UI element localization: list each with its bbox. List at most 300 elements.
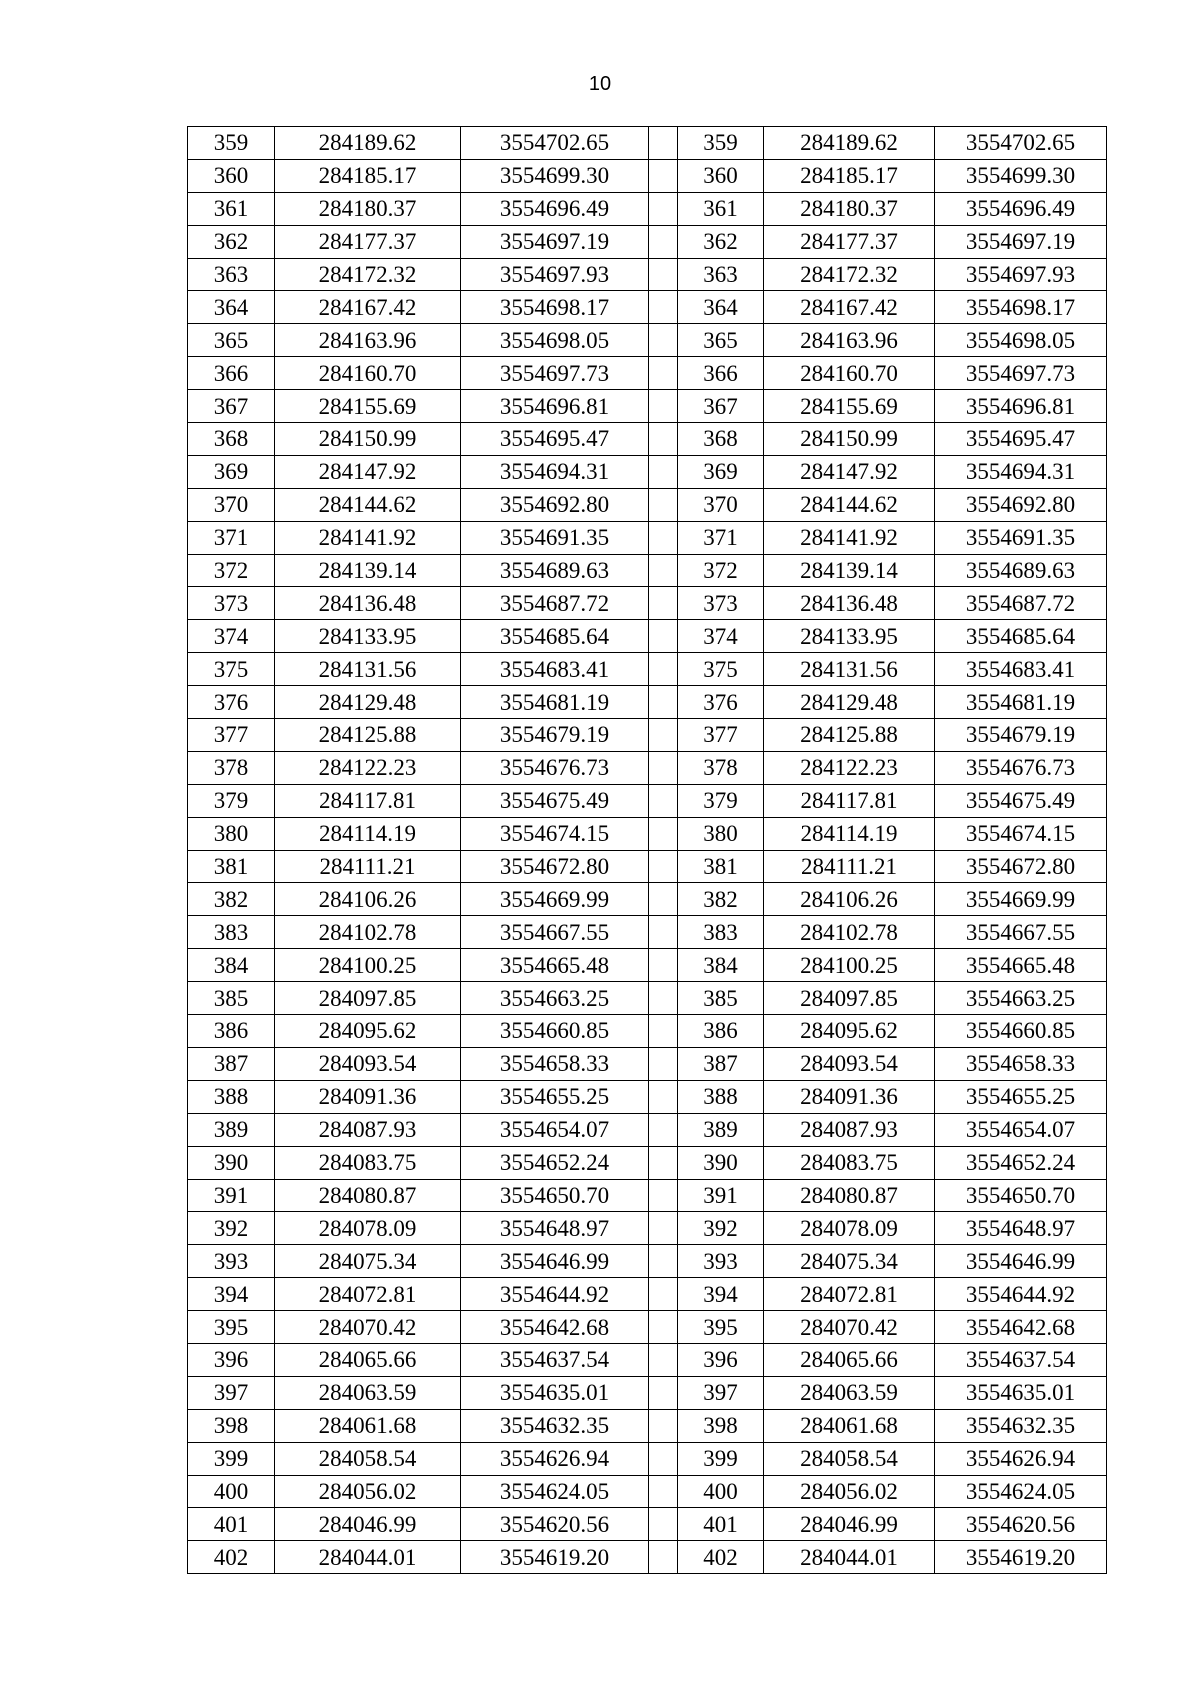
spacer-cell [649,850,678,883]
x-coordinate-cell: 284056.02 [275,1475,461,1508]
table-row [188,1047,1107,1080]
y-coordinate-right-cell: 3554626.94 [935,1442,1107,1475]
y-coordinate-right-cell: 3554698.17 [935,291,1107,324]
y-coordinate-right-cell: 3554665.48 [935,949,1107,982]
point-number-right-cell: 384 [678,949,764,982]
x-coordinate-right-cell: 284063.59 [764,1376,935,1409]
y-coordinate-cell: 3554695.47 [461,423,649,456]
y-coordinate-cell: 3554683.41 [461,653,649,686]
spacer-cell [649,587,678,620]
point-number-cell: 387 [188,1047,275,1080]
y-coordinate-right-cell: 3554619.20 [935,1541,1107,1574]
spacer-cell [649,784,678,817]
x-coordinate-right-cell: 284061.68 [764,1409,935,1442]
spacer-cell [649,1278,678,1311]
point-number-right-cell: 395 [678,1311,764,1344]
spacer-cell [649,258,678,291]
x-coordinate-cell: 284117.81 [275,784,461,817]
table-row [188,587,1107,620]
table-row [188,1409,1107,1442]
x-coordinate-cell: 284080.87 [275,1179,461,1212]
point-number-cell: 379 [188,784,275,817]
table-row [188,817,1107,850]
point-number-cell: 400 [188,1475,275,1508]
x-coordinate-right-cell: 284044.01 [764,1541,935,1574]
spacer-cell [649,883,678,916]
spacer-cell [649,159,678,192]
point-number-cell: 375 [188,653,275,686]
point-number-cell: 392 [188,1212,275,1245]
point-number-right-cell: 360 [678,159,764,192]
x-coordinate-cell: 284061.68 [275,1409,461,1442]
spacer-cell [649,719,678,752]
y-coordinate-cell: 3554698.05 [461,324,649,357]
table-row [188,949,1107,982]
y-coordinate-right-cell: 3554697.73 [935,357,1107,390]
x-coordinate-cell: 284106.26 [275,883,461,916]
spacer-cell [649,225,678,258]
table-row [188,192,1107,225]
point-number-cell: 399 [188,1442,275,1475]
x-coordinate-right-cell: 284133.95 [764,620,935,653]
table-row [188,1508,1107,1541]
x-coordinate-cell: 284065.66 [275,1343,461,1376]
point-number-cell: 390 [188,1146,275,1179]
y-coordinate-cell: 3554632.35 [461,1409,649,1442]
x-coordinate-cell: 284136.48 [275,587,461,620]
x-coordinate-right-cell: 284155.69 [764,390,935,423]
x-coordinate-cell: 284063.59 [275,1376,461,1409]
x-coordinate-right-cell: 284160.70 [764,357,935,390]
y-coordinate-cell: 3554624.05 [461,1475,649,1508]
y-coordinate-right-cell: 3554644.92 [935,1278,1107,1311]
y-coordinate-right-cell: 3554696.81 [935,390,1107,423]
page-number: 10 [588,73,612,95]
y-coordinate-right-cell: 3554674.15 [935,817,1107,850]
y-coordinate-cell: 3554619.20 [461,1541,649,1574]
x-coordinate-right-cell: 284111.21 [764,850,935,883]
y-coordinate-cell: 3554685.64 [461,620,649,653]
spacer-cell [649,1245,678,1278]
spacer-cell [649,653,678,686]
table-row [188,1376,1107,1409]
point-number-right-cell: 381 [678,850,764,883]
x-coordinate-cell: 284093.54 [275,1047,461,1080]
y-coordinate-cell: 3554687.72 [461,587,649,620]
x-coordinate-cell: 284072.81 [275,1278,461,1311]
y-coordinate-right-cell: 3554697.19 [935,225,1107,258]
y-coordinate-cell: 3554699.30 [461,159,649,192]
y-coordinate-right-cell: 3554683.41 [935,653,1107,686]
spacer-cell [649,357,678,390]
point-number-cell: 374 [188,620,275,653]
y-coordinate-right-cell: 3554663.25 [935,982,1107,1015]
point-number-cell: 396 [188,1343,275,1376]
table-row [188,258,1107,291]
x-coordinate-right-cell: 284058.54 [764,1442,935,1475]
point-number-cell: 368 [188,423,275,456]
point-number-right-cell: 361 [678,192,764,225]
point-number-right-cell: 402 [678,1541,764,1574]
spacer-cell [649,916,678,949]
y-coordinate-right-cell: 3554687.72 [935,587,1107,620]
y-coordinate-cell: 3554689.63 [461,554,649,587]
point-number-cell: 389 [188,1113,275,1146]
x-coordinate-cell: 284131.56 [275,653,461,686]
y-coordinate-right-cell: 3554652.24 [935,1146,1107,1179]
point-number-cell: 377 [188,719,275,752]
x-coordinate-cell: 284139.14 [275,554,461,587]
table-row [188,1113,1107,1146]
y-coordinate-right-cell: 3554660.85 [935,1015,1107,1048]
y-coordinate-cell: 3554697.19 [461,225,649,258]
spacer-cell [649,1541,678,1574]
point-number-cell: 397 [188,1376,275,1409]
x-coordinate-cell: 284122.23 [275,751,461,784]
point-number-cell: 365 [188,324,275,357]
x-coordinate-right-cell: 284150.99 [764,423,935,456]
y-coordinate-right-cell: 3554675.49 [935,784,1107,817]
point-number-cell: 391 [188,1179,275,1212]
y-coordinate-cell: 3554696.49 [461,192,649,225]
point-number-cell: 360 [188,159,275,192]
y-coordinate-cell: 3554642.68 [461,1311,649,1344]
table-row [188,1179,1107,1212]
table-row [188,982,1107,1015]
y-coordinate-right-cell: 3554620.56 [935,1508,1107,1541]
x-coordinate-cell: 284129.48 [275,686,461,719]
y-coordinate-right-cell: 3554667.55 [935,916,1107,949]
table-row [188,1541,1107,1574]
y-coordinate-cell: 3554655.25 [461,1080,649,1113]
x-coordinate-cell: 284095.62 [275,1015,461,1048]
table-row [188,653,1107,686]
point-number-cell: 393 [188,1245,275,1278]
y-coordinate-cell: 3554696.81 [461,390,649,423]
spacer-cell [649,1047,678,1080]
point-number-right-cell: 391 [678,1179,764,1212]
table-row [188,1080,1107,1113]
y-coordinate-right-cell: 3554655.25 [935,1080,1107,1113]
x-coordinate-right-cell: 284095.62 [764,1015,935,1048]
x-coordinate-right-cell: 284122.23 [764,751,935,784]
y-coordinate-right-cell: 3554624.05 [935,1475,1107,1508]
x-coordinate-right-cell: 284100.25 [764,949,935,982]
x-coordinate-cell: 284114.19 [275,817,461,850]
y-coordinate-cell: 3554637.54 [461,1343,649,1376]
x-coordinate-right-cell: 284185.17 [764,159,935,192]
y-coordinate-cell: 3554660.85 [461,1015,649,1048]
x-coordinate-cell: 284185.17 [275,159,461,192]
table-row [188,390,1107,423]
y-coordinate-right-cell: 3554632.35 [935,1409,1107,1442]
y-coordinate-right-cell: 3554691.35 [935,521,1107,554]
point-number-right-cell: 373 [678,587,764,620]
spacer-cell [649,1179,678,1212]
x-coordinate-right-cell: 284141.92 [764,521,935,554]
point-number-right-cell: 362 [678,225,764,258]
spacer-cell [649,1113,678,1146]
spacer-cell [649,1311,678,1344]
point-number-right-cell: 393 [678,1245,764,1278]
y-coordinate-right-cell: 3554646.99 [935,1245,1107,1278]
y-coordinate-right-cell: 3554698.05 [935,324,1107,357]
x-coordinate-right-cell: 284080.87 [764,1179,935,1212]
point-number-right-cell: 374 [678,620,764,653]
spacer-cell [649,949,678,982]
point-number-right-cell: 366 [678,357,764,390]
point-number-cell: 388 [188,1080,275,1113]
spacer-cell [649,390,678,423]
y-coordinate-right-cell: 3554650.70 [935,1179,1107,1212]
x-coordinate-cell: 284189.62 [275,127,461,160]
y-coordinate-cell: 3554635.01 [461,1376,649,1409]
x-coordinate-right-cell: 284106.26 [764,883,935,916]
x-coordinate-cell: 284180.37 [275,192,461,225]
point-number-cell: 402 [188,1541,275,1574]
y-coordinate-cell: 3554681.19 [461,686,649,719]
y-coordinate-right-cell: 3554672.80 [935,850,1107,883]
x-coordinate-right-cell: 284163.96 [764,324,935,357]
point-number-right-cell: 392 [678,1212,764,1245]
x-coordinate-cell: 284046.99 [275,1508,461,1541]
table-row [188,1146,1107,1179]
x-coordinate-right-cell: 284136.48 [764,587,935,620]
y-coordinate-right-cell: 3554654.07 [935,1113,1107,1146]
y-coordinate-cell: 3554702.65 [461,127,649,160]
point-number-cell: 367 [188,390,275,423]
y-coordinate-right-cell: 3554637.54 [935,1343,1107,1376]
coordinates-table [187,126,1107,1574]
point-number-right-cell: 380 [678,817,764,850]
point-number-cell: 394 [188,1278,275,1311]
table-row [188,1212,1107,1245]
table-row [188,127,1107,160]
table-row [188,784,1107,817]
y-coordinate-right-cell: 3554685.64 [935,620,1107,653]
table-row [188,1311,1107,1344]
y-coordinate-cell: 3554665.48 [461,949,649,982]
table-row [188,225,1107,258]
y-coordinate-cell: 3554669.99 [461,883,649,916]
y-coordinate-cell: 3554663.25 [461,982,649,1015]
point-number-right-cell: 371 [678,521,764,554]
x-coordinate-right-cell: 284114.19 [764,817,935,850]
table-row [188,1475,1107,1508]
x-coordinate-cell: 284044.01 [275,1541,461,1574]
x-coordinate-cell: 284160.70 [275,357,461,390]
x-coordinate-right-cell: 284125.88 [764,719,935,752]
x-coordinate-cell: 284163.96 [275,324,461,357]
point-number-cell: 382 [188,883,275,916]
y-coordinate-right-cell: 3554635.01 [935,1376,1107,1409]
spacer-cell [649,291,678,324]
point-number-right-cell: 368 [678,423,764,456]
x-coordinate-right-cell: 284046.99 [764,1508,935,1541]
point-number-cell: 385 [188,982,275,1015]
spacer-cell [649,982,678,1015]
point-number-right-cell: 369 [678,455,764,488]
spacer-cell [649,1080,678,1113]
point-number-cell: 371 [188,521,275,554]
point-number-right-cell: 372 [678,554,764,587]
spacer-cell [649,1376,678,1409]
point-number-cell: 383 [188,916,275,949]
y-coordinate-cell: 3554675.49 [461,784,649,817]
table-row [188,159,1107,192]
spacer-cell [649,324,678,357]
spacer-cell [649,455,678,488]
x-coordinate-right-cell: 284147.92 [764,455,935,488]
point-number-right-cell: 377 [678,719,764,752]
y-coordinate-cell: 3554672.80 [461,850,649,883]
x-coordinate-cell: 284144.62 [275,488,461,521]
point-number-right-cell: 378 [678,751,764,784]
y-coordinate-cell: 3554698.17 [461,291,649,324]
point-number-right-cell: 382 [678,883,764,916]
point-number-cell: 380 [188,817,275,850]
y-coordinate-cell: 3554674.15 [461,817,649,850]
table-row [188,719,1107,752]
point-number-right-cell: 383 [678,916,764,949]
x-coordinate-right-cell: 284189.62 [764,127,935,160]
spacer-cell [649,686,678,719]
table-row [188,1278,1107,1311]
y-coordinate-cell: 3554644.92 [461,1278,649,1311]
x-coordinate-cell: 284100.25 [275,949,461,982]
table-row [188,554,1107,587]
point-number-right-cell: 363 [678,258,764,291]
point-number-right-cell: 375 [678,653,764,686]
point-number-cell: 381 [188,850,275,883]
point-number-cell: 370 [188,488,275,521]
spacer-cell [649,554,678,587]
spacer-cell [649,127,678,160]
x-coordinate-right-cell: 284087.93 [764,1113,935,1146]
point-number-right-cell: 364 [678,291,764,324]
point-number-right-cell: 386 [678,1015,764,1048]
y-coordinate-cell: 3554694.31 [461,455,649,488]
point-number-cell: 364 [188,291,275,324]
table-row [188,916,1107,949]
table-row [188,850,1107,883]
y-coordinate-right-cell: 3554681.19 [935,686,1107,719]
y-coordinate-right-cell: 3554692.80 [935,488,1107,521]
table-row [188,686,1107,719]
y-coordinate-cell: 3554658.33 [461,1047,649,1080]
point-number-cell: 363 [188,258,275,291]
x-coordinate-right-cell: 284102.78 [764,916,935,949]
point-number-right-cell: 387 [678,1047,764,1080]
point-number-cell: 395 [188,1311,275,1344]
point-number-right-cell: 400 [678,1475,764,1508]
y-coordinate-right-cell: 3554642.68 [935,1311,1107,1344]
point-number-cell: 398 [188,1409,275,1442]
table-row [188,883,1107,916]
x-coordinate-cell: 284125.88 [275,719,461,752]
spacer-cell [649,521,678,554]
table-row [188,455,1107,488]
y-coordinate-cell: 3554626.94 [461,1442,649,1475]
x-coordinate-cell: 284147.92 [275,455,461,488]
x-coordinate-cell: 284070.42 [275,1311,461,1344]
y-coordinate-right-cell: 3554699.30 [935,159,1107,192]
point-number-cell: 376 [188,686,275,719]
x-coordinate-cell: 284102.78 [275,916,461,949]
y-coordinate-cell: 3554648.97 [461,1212,649,1245]
point-number-right-cell: 389 [678,1113,764,1146]
y-coordinate-cell: 3554676.73 [461,751,649,784]
spacer-cell [649,1146,678,1179]
table-row [188,1343,1107,1376]
x-coordinate-right-cell: 284139.14 [764,554,935,587]
x-coordinate-right-cell: 284172.32 [764,258,935,291]
point-number-right-cell: 370 [678,488,764,521]
x-coordinate-right-cell: 284117.81 [764,784,935,817]
point-number-right-cell: 399 [678,1442,764,1475]
x-coordinate-right-cell: 284097.85 [764,982,935,1015]
x-coordinate-right-cell: 284167.42 [764,291,935,324]
point-number-right-cell: 379 [678,784,764,817]
y-coordinate-right-cell: 3554695.47 [935,423,1107,456]
spacer-cell [649,1015,678,1048]
table-row [188,620,1107,653]
y-coordinate-cell: 3554679.19 [461,719,649,752]
table-row [188,1245,1107,1278]
y-coordinate-cell: 3554650.70 [461,1179,649,1212]
spacer-cell [649,1212,678,1245]
y-coordinate-cell: 3554646.99 [461,1245,649,1278]
table-row [188,423,1107,456]
point-number-right-cell: 365 [678,324,764,357]
point-number-right-cell: 359 [678,127,764,160]
spacer-cell [649,192,678,225]
x-coordinate-right-cell: 284144.62 [764,488,935,521]
x-coordinate-right-cell: 284075.34 [764,1245,935,1278]
y-coordinate-right-cell: 3554648.97 [935,1212,1107,1245]
table-row [188,291,1107,324]
point-number-right-cell: 401 [678,1508,764,1541]
spacer-cell [649,1409,678,1442]
x-coordinate-right-cell: 284072.81 [764,1278,935,1311]
x-coordinate-right-cell: 284093.54 [764,1047,935,1080]
point-number-cell: 366 [188,357,275,390]
y-coordinate-cell: 3554667.55 [461,916,649,949]
x-coordinate-right-cell: 284056.02 [764,1475,935,1508]
spacer-cell [649,1508,678,1541]
y-coordinate-cell: 3554697.73 [461,357,649,390]
y-coordinate-cell: 3554652.24 [461,1146,649,1179]
x-coordinate-cell: 284111.21 [275,850,461,883]
point-number-right-cell: 398 [678,1409,764,1442]
x-coordinate-cell: 284091.36 [275,1080,461,1113]
point-number-cell: 362 [188,225,275,258]
spacer-cell [649,817,678,850]
table-row [188,521,1107,554]
point-number-right-cell: 394 [678,1278,764,1311]
y-coordinate-cell: 3554691.35 [461,521,649,554]
table-row [188,488,1107,521]
x-coordinate-cell: 284150.99 [275,423,461,456]
x-coordinate-cell: 284078.09 [275,1212,461,1245]
x-coordinate-cell: 284155.69 [275,390,461,423]
table-row [188,1015,1107,1048]
x-coordinate-right-cell: 284065.66 [764,1343,935,1376]
y-coordinate-right-cell: 3554658.33 [935,1047,1107,1080]
y-coordinate-right-cell: 3554689.63 [935,554,1107,587]
table-row [188,751,1107,784]
point-number-cell: 359 [188,127,275,160]
